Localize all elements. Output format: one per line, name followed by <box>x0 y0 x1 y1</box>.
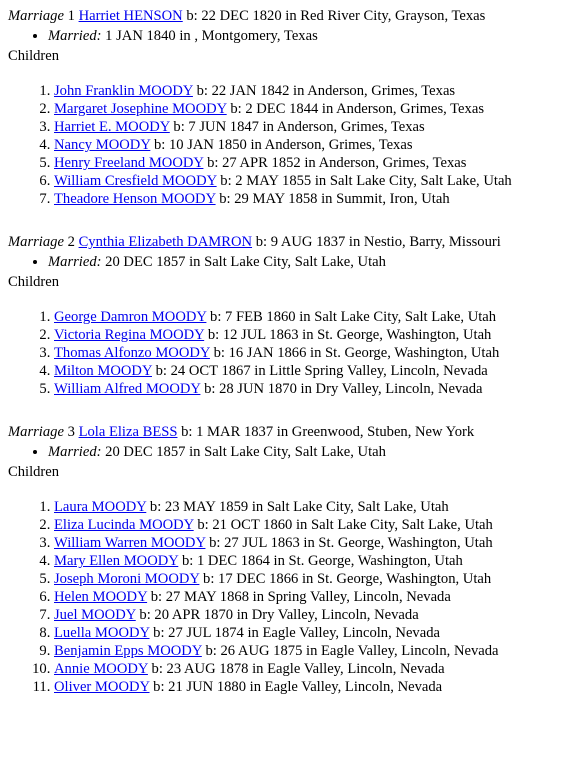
child-birth-details: b: 16 JAN 1866 in St. George, Washington, Utah <box>209 345 500 361</box>
child-name-link[interactable]: Joseph Moroni MOODY <box>54 571 200 587</box>
child-list-item <box>54 82 576 100</box>
child-name-link[interactable]: Nancy MOODY <box>54 137 151 153</box>
child-list-item <box>54 154 576 172</box>
marriage-block <box>8 7 576 208</box>
children-heading: Children <box>8 464 60 480</box>
children-list <box>8 498 576 696</box>
child-name-link[interactable]: Milton MOODY <box>54 363 152 379</box>
married-details: 20 DEC 1857 in Salt Lake City, Salt Lake, Utah <box>101 254 386 270</box>
married-details: 20 DEC 1857 in Salt Lake City, Salt Lake, Utah <box>101 444 386 460</box>
marriage-label: Marriage <box>8 8 64 24</box>
children-list <box>8 82 576 208</box>
spouse-link[interactable]: Cynthia Elizabeth DAMRON <box>78 234 253 250</box>
child-name-link[interactable]: Henry Freeland MOODY <box>54 155 204 171</box>
child-name-link[interactable]: Helen MOODY <box>54 589 148 605</box>
child-name-link[interactable]: Victoria Regina MOODY <box>54 327 205 343</box>
marriage-heading <box>8 7 576 25</box>
married-label: Married: <box>48 254 102 270</box>
marriage-heading <box>8 423 576 441</box>
child-birth-details: b: 27 JUL 1863 in St. George, Washington, Utah <box>205 535 493 551</box>
child-list-item <box>54 642 576 660</box>
child-birth-details: b: 7 JUN 1847 in Anderson, Grimes, Texas <box>169 119 425 135</box>
child-list-item <box>54 588 576 606</box>
married-list <box>8 443 576 461</box>
child-list-item <box>54 570 576 588</box>
child-birth-details: b: 10 JAN 1850 in Anderson, Grimes, Texas <box>150 137 413 153</box>
married-label: Married: <box>48 444 102 460</box>
child-list-item <box>54 534 576 552</box>
child-list-item <box>54 190 576 208</box>
marriage-number: 1 <box>67 8 75 24</box>
child-list-item <box>54 344 576 362</box>
married-list <box>8 27 576 45</box>
child-birth-details: b: 27 JUL 1874 in Eagle Valley, Lincoln, Nevada <box>149 625 440 641</box>
child-birth-details: b: 23 AUG 1878 in Eagle Valley, Lincoln, Nevada <box>147 661 445 677</box>
child-birth-details: b: 7 FEB 1860 in Salt Lake City, Salt Lake, Utah <box>206 309 497 325</box>
child-birth-details: b: 2 DEC 1844 in Anderson, Grimes, Texas <box>226 101 484 117</box>
child-name-link[interactable]: Eliza Lucinda MOODY <box>54 517 194 533</box>
children-heading: Children <box>8 48 60 64</box>
marriage-label: Marriage <box>8 424 64 440</box>
child-list-item <box>54 552 576 570</box>
married-item <box>48 27 576 45</box>
child-birth-details: b: 2 MAY 1855 in Salt Lake City, Salt Lake, Utah <box>216 173 512 189</box>
married-item <box>48 443 576 461</box>
child-list-item <box>54 100 576 118</box>
child-birth-details: b: 17 DEC 1866 in St. George, Washington, Utah <box>199 571 492 587</box>
children-list <box>8 308 576 398</box>
child-name-link[interactable]: George Damron MOODY <box>54 309 207 325</box>
spouse-link[interactable]: Harriet HENSON <box>78 8 183 24</box>
child-name-link[interactable]: Harriet E. MOODY <box>54 119 170 135</box>
child-name-link[interactable]: William Warren MOODY <box>54 535 206 551</box>
child-list-item <box>54 380 576 398</box>
marriage-label: Marriage <box>8 234 64 250</box>
child-list-item <box>54 308 576 326</box>
child-birth-details: b: 1 DEC 1864 in St. George, Washington, Utah <box>178 553 463 569</box>
child-list-item <box>54 362 576 380</box>
child-name-link[interactable]: Luella MOODY <box>54 625 150 641</box>
child-list-item <box>54 498 576 516</box>
child-birth-details: b: 12 JUL 1863 in St. George, Washington, Utah <box>204 327 492 343</box>
child-birth-details: b: 24 OCT 1867 in Little Spring Valley, Lincoln, Nevada <box>151 363 488 379</box>
child-name-link[interactable]: Theadore Henson MOODY <box>54 191 216 207</box>
married-item <box>48 253 576 271</box>
spouse-birth-details: b: 9 AUG 1837 in Nestio, Barry, Missouri <box>252 234 501 250</box>
child-name-link[interactable]: Juel MOODY <box>54 607 136 623</box>
child-birth-details: b: 22 JAN 1842 in Anderson, Grimes, Texas <box>192 83 456 99</box>
child-list-item <box>54 606 576 624</box>
marriage-heading <box>8 233 576 251</box>
child-birth-details: b: 29 MAY 1858 in Summit, Iron, Utah <box>215 191 450 207</box>
child-birth-details: b: 23 MAY 1859 in Salt Lake City, Salt Lake, Utah <box>146 499 449 515</box>
child-birth-details: b: 28 JUN 1870 in Dry Valley, Lincoln, Nevada <box>200 381 483 397</box>
child-list-item <box>54 516 576 534</box>
child-name-link[interactable]: Thomas Alfonzo MOODY <box>54 345 210 361</box>
children-heading: Children <box>8 274 60 290</box>
married-details: 1 JAN 1840 in , Montgomery, Texas <box>101 28 318 44</box>
child-birth-details: b: 27 MAY 1868 in Spring Valley, Lincoln, Nevada <box>147 589 451 605</box>
child-name-link[interactable]: Mary Ellen MOODY <box>54 553 179 569</box>
child-name-link[interactable]: Benjamin Epps MOODY <box>54 643 202 659</box>
married-list <box>8 253 576 271</box>
spouse-birth-details: b: 1 MAR 1837 in Greenwood, Stuben, New York <box>177 424 475 440</box>
child-list-item <box>54 624 576 642</box>
spouse-birth-details: b: 22 DEC 1820 in Red River City, Grayson, Texas <box>182 8 486 24</box>
child-list-item <box>54 172 576 190</box>
child-name-link[interactable]: John Franklin MOODY <box>54 83 193 99</box>
child-list-item <box>54 118 576 136</box>
child-name-link[interactable]: William Cresfield MOODY <box>54 173 217 189</box>
child-birth-details: b: 27 APR 1852 in Anderson, Grimes, Texas <box>203 155 467 171</box>
child-name-link[interactable]: William Alfred MOODY <box>54 381 201 397</box>
child-name-link[interactable]: Annie MOODY <box>54 661 148 677</box>
child-name-link[interactable]: Laura MOODY <box>54 499 147 515</box>
married-label: Married: <box>48 28 102 44</box>
child-list-item <box>54 326 576 344</box>
child-name-link[interactable]: Margaret Josephine MOODY <box>54 101 227 117</box>
child-list-item <box>54 660 576 678</box>
child-list-item <box>54 136 576 154</box>
child-birth-details: b: 21 OCT 1860 in Salt Lake City, Salt Lake, Utah <box>193 517 493 533</box>
marriage-number: 2 <box>67 234 75 250</box>
child-list-item <box>54 678 576 696</box>
child-birth-details: b: 26 AUG 1875 in Eagle Valley, Lincoln, Nevada <box>201 643 499 659</box>
marriage-block <box>8 423 576 696</box>
marriage-number: 3 <box>67 424 75 440</box>
child-birth-details: b: 21 JUN 1880 in Eagle Valley, Lincoln, Nevada <box>149 679 443 695</box>
child-birth-details: b: 20 APR 1870 in Dry Valley, Lincoln, Nevada <box>135 607 419 623</box>
marriage-block <box>8 233 576 398</box>
child-name-link[interactable]: Oliver MOODY <box>54 679 150 695</box>
spouse-link[interactable]: Lola Eliza BESS <box>78 424 178 440</box>
